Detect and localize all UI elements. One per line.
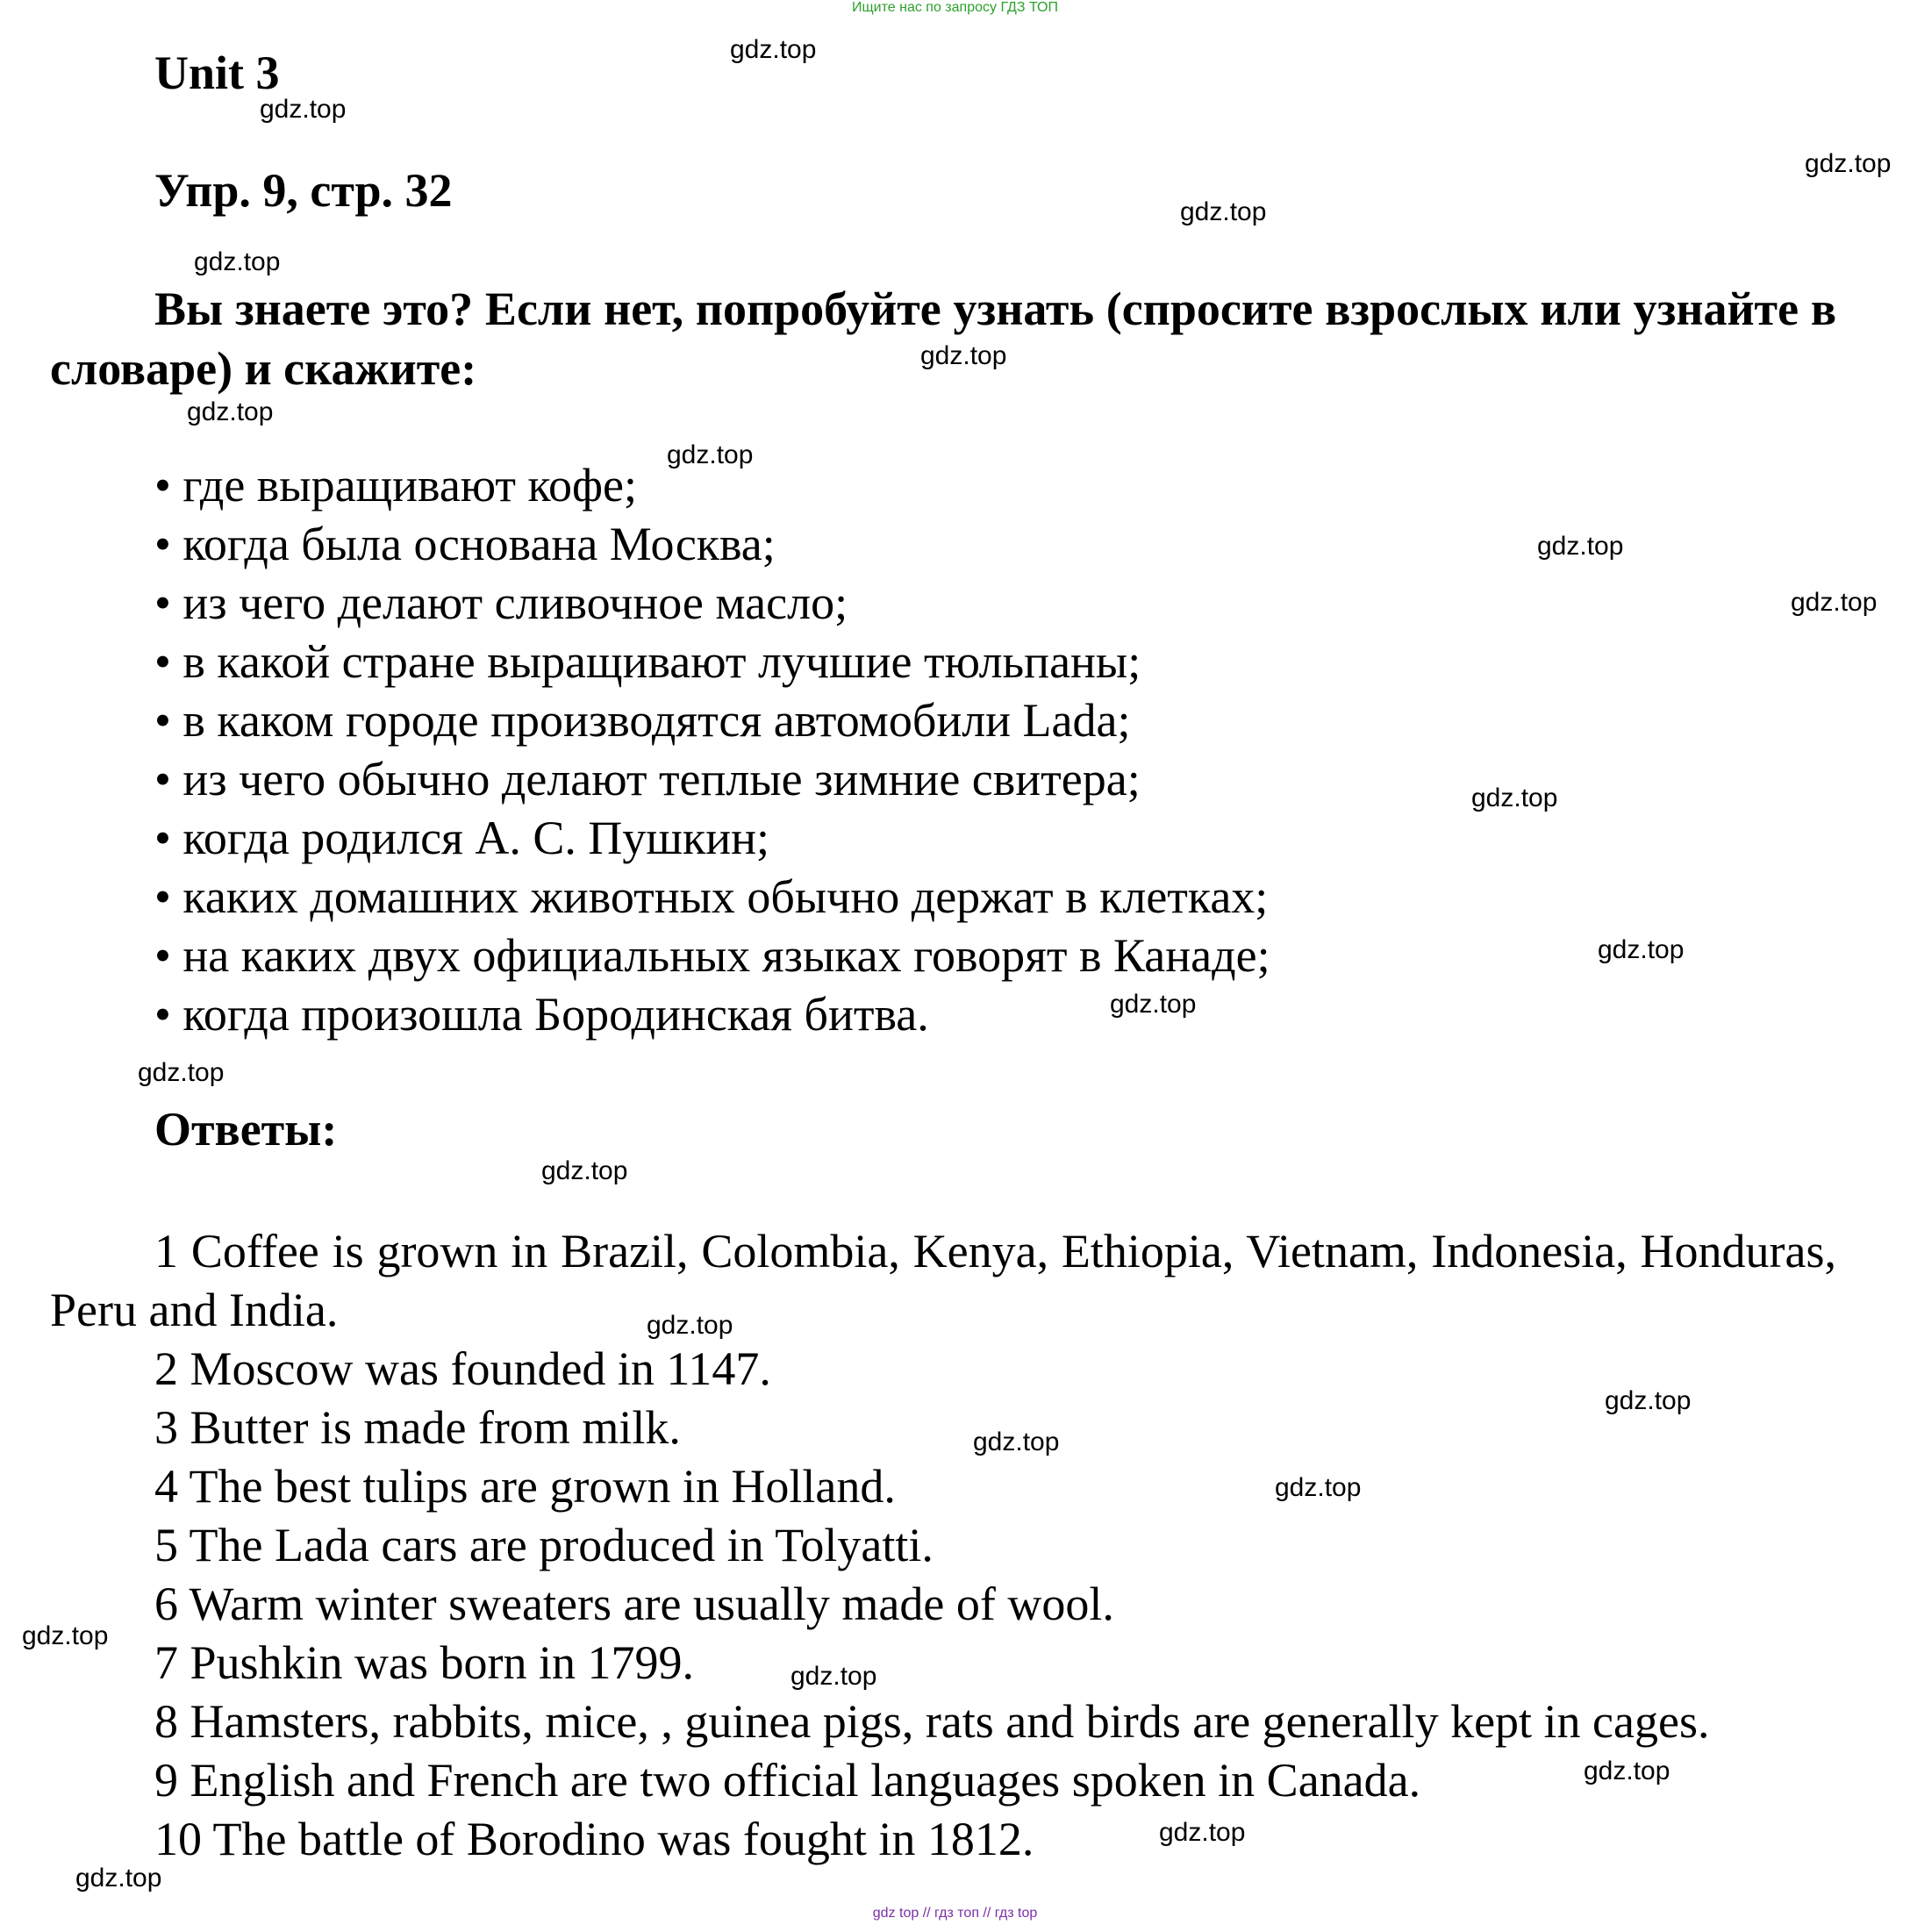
question-list [154,456,1270,1044]
watermark: gdz.top [1110,990,1197,1019]
watermark: gdz.top [541,1156,628,1185]
watermark: gdz.top [790,1662,877,1691]
answers-title: Ответы: [154,1103,338,1156]
watermark: gdz.top [1159,1818,1246,1847]
watermark: gdz.top [1598,935,1685,964]
question-item: • в какой стране выращивают лучшие тюльпаны; [154,635,1141,688]
watermark: gdz.top [194,247,281,276]
watermark: gdz.top [1584,1757,1670,1785]
answer-item: 5 The Lada cars are produced in Tolyatti. [154,1519,934,1571]
footer-watermark: gdz top // гдз топ // гдз top [872,1906,1038,1921]
answer-item: 4 The best tulips are grown in Holland. [154,1460,896,1513]
watermark: gdz.top [973,1428,1060,1456]
answer-item: 1 Coffee is grown in Brazil, Colombia, Kenya, Ethiopia, Vietnam, Indonesia, Honduras, Peru and India. [50,1225,1836,1336]
watermark: gdz.top [1805,149,1892,178]
answer-item: 6 Warm winter sweaters are usually made of wool. [154,1578,1114,1630]
answer-item: 3 Butter is made from milk. [154,1401,681,1454]
question-item: • где выращивают кофе; [154,459,637,512]
question-item: • из чего обычно делают теплые зимние свитера; [154,753,1141,805]
watermark: gdz.top [667,440,754,469]
answer-list [50,1222,1836,1869]
watermark: gdz.top [1275,1473,1362,1502]
watermark: gdz.top [1180,197,1267,226]
task-instructions: Вы знаете это? Если нет, попробуйте узнать (спросите взрослых или узнайте в словаре) и скажите: [50,283,1836,395]
unit-title: Unit 3 [154,47,280,99]
watermark: gdz.top [138,1058,225,1087]
question-item: • когда родился А. С. Пушкин; [154,812,769,864]
question-item: • из чего делают сливочное масло; [154,576,848,629]
watermark: gdz.top [75,1864,162,1893]
question-item: • в каком городе производятся автомобили Lada; [154,694,1131,747]
watermark: gdz.top [22,1621,109,1650]
watermark: gdz.top [1605,1386,1692,1415]
answer-item: 10 The battle of Borodino was fought in 1812. [154,1813,1034,1865]
top-banner: Ищите нас по запросу ГДЗ ТОП [852,0,1058,15]
watermark: gdz.top [260,95,347,124]
question-item: • когда была основана Москва; [154,518,776,570]
answer-item: 9 English and French are two official languages spoken in Canada. [154,1754,1421,1807]
answer-item: 8 Hamsters, rabbits, mice, , guinea pigs, rats and birds are generally kept in cages. [154,1695,1710,1748]
watermark: gdz.top [920,341,1007,370]
answer-item: 2 Moscow was founded in 1147. [154,1342,771,1395]
answer-item: 7 Pushkin was born in 1799. [154,1636,695,1689]
question-item: • на каких двух официальных языках говорят в Канаде; [154,929,1270,982]
watermark: gdz.top [1537,532,1624,561]
exercise-title: Упр. 9, стр. 32 [154,164,453,217]
watermark: gdz.top [730,35,817,64]
question-item: • каких домашних животных обычно держат в клетках; [154,870,1269,923]
watermark: gdz.top [187,397,274,426]
question-item: • когда произошла Бородинская битва. [154,988,929,1041]
watermark: gdz.top [1791,588,1878,617]
watermark: gdz.top [647,1311,733,1340]
watermark: gdz.top [1471,784,1558,812]
